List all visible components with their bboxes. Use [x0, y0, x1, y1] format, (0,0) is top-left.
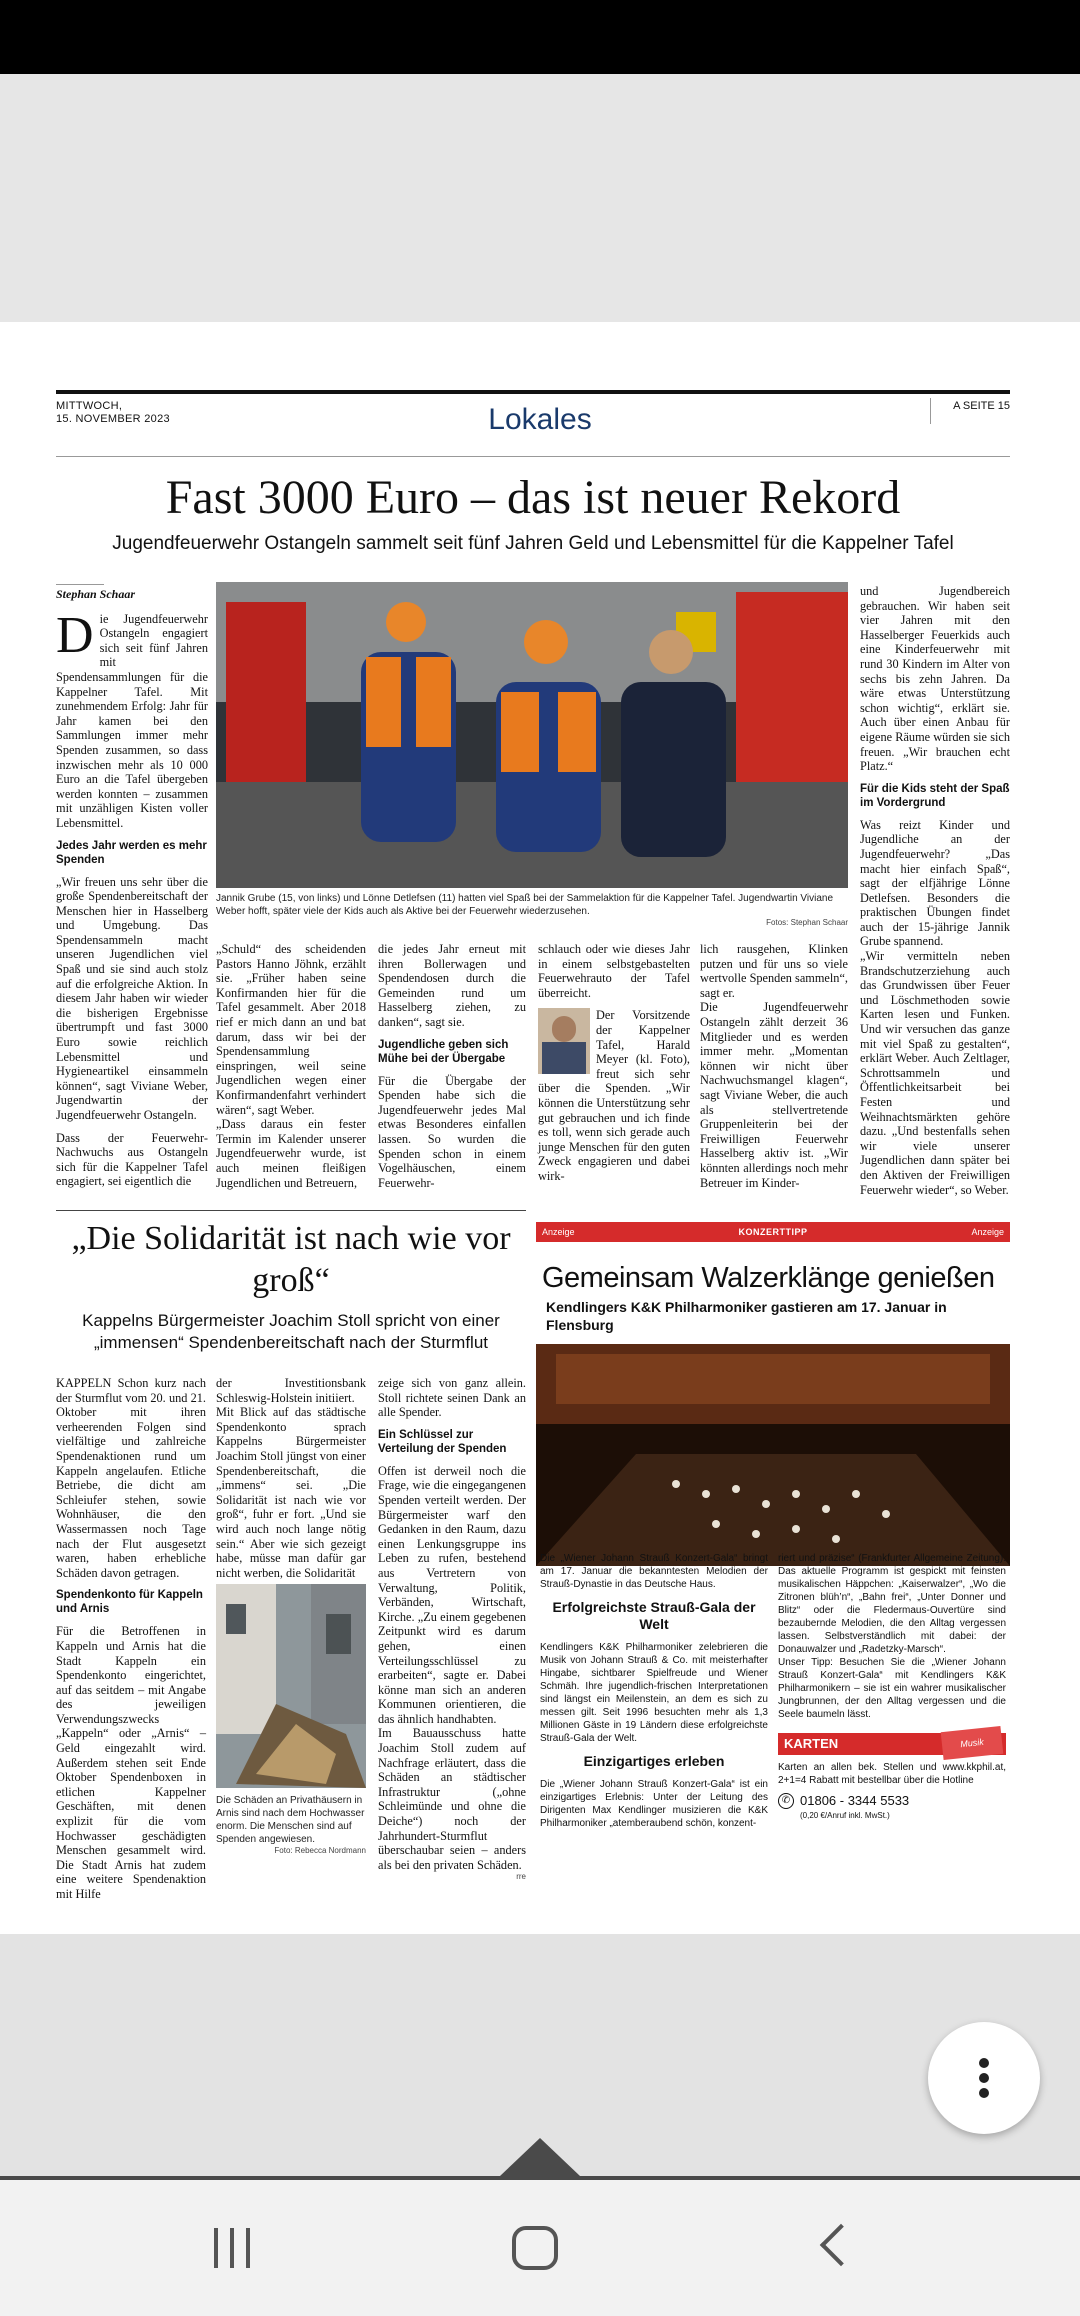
orchestra-photo	[536, 1344, 1010, 1566]
photo-credit: Foto: Rebecca Nordmann	[274, 1846, 366, 1855]
article1-headline: Fast 3000 Euro – das ist neuer Rekord	[165, 471, 901, 524]
ticket-graphic: Musik	[941, 1726, 1004, 1760]
paragraph: Für die Übergabe der Spenden habe sich die Jugendfeuerwehr jedes Mal etwas Besonderes einfallen lassen. So wurden die Spenden schon in einem Vogelhäuschen, einem Feuerwehr-	[378, 1073, 526, 1190]
dropcap: D	[56, 606, 94, 664]
header-bottom-rule	[56, 456, 1010, 457]
paragraph: Die „Wiener Johann Strauß Konzert-Gala“ bringt am 17. Januar die bekanntesten Melodien der Strauß-Dynastie in das Deutsche Haus.	[540, 1553, 768, 1590]
subheading: Ein Schlüssel zur Verteilung der Spenden	[378, 1428, 507, 1455]
viewer-background-top	[0, 74, 1080, 322]
article2-column-3	[378, 1376, 526, 1882]
article2-column-2: der Investitionsbank Schleswig-Holstein initiiert. Mit Blick auf das städtische Spendenkonto sprach Kappelns Bürgermeister Joachim Stoll jüngst von einer Spendenbereitschaft, die „immens“ sei. „Die Solidarität ist nach wie vor groß“, fuhr er fort. „Und sie wird auch noch lange nötig sein.“ Aber wie sich gezeigt habe, müsse man dafür gar nicht werben, die Solidarität	[216, 1376, 366, 1580]
status-bar	[0, 0, 1080, 74]
paragraph: Dass der Feuerwehr-Nachwuchs aus Ostangeln sich für die Kappelner Tafel engagiert, sei eigentlich die	[56, 1130, 208, 1189]
paragraph: Die „Wiener Johann Strauß Konzert-Gala“ ist ein einzigartiges Erlebnis: Unter der Leitung des Dirigenten Max Kendlinger musizieren die K&K Philharmoniker „atemberaubend schön, konzent-	[540, 1779, 768, 1829]
article1-column-2: „Schuld“ des scheidenden Pastors Hanno Jöhnk, erzählt sie. „Früher haben seine Konfirmanden hier für die Tafel gesammelt. Aber 2018 rief er mich dann an und bat darum, dass wir bei der Spendensammlung einspringen, weil seine Jugendlichen wegen einer Konfirmandenfahrt verhindert wären“, sagt Weber. „Dass daraus ein fester Termin im Kalender unserer Jugendfeuerwehr wurde, ist auch meinen fleißigen Jugendlichen und Betreuern,	[216, 942, 366, 1190]
hotline-note: (0,20 €/Anruf inkl. MwSt.)	[800, 1811, 890, 1820]
caption-text: Jannik Grube (15, von links) und Lönne Detlefsen (11) hatten viel Spaß bei der Sammelaktion für die Kappelner Tafel. Jugendwartin Viviane Weber hofft, später viele der Kids auch als Aktive bei der Feuerwehr wiederzusehen.	[216, 893, 834, 917]
tickets-info: Karten an allen bek. Stellen und www.kkphil.at, 2+1=4 Rabatt mit bestellbar über die Hotline	[778, 1762, 1006, 1786]
header-divider	[930, 398, 931, 424]
phone-icon: ✆	[778, 1793, 794, 1809]
article1-column-1	[56, 584, 208, 1197]
ad-title: Gemeinsam Walzerklänge genießen	[542, 1262, 995, 1294]
ad-category: KONZERTTIPP	[738, 1227, 808, 1237]
article1-column-3	[378, 942, 526, 1198]
caption-text: Die Schäden an Privathäusern in Arnis sind nach dem Hochwasser enorm. Die Menschen sind auf Spenden angewiesen.	[216, 1795, 365, 1845]
system-navigation-bar	[0, 2180, 1080, 2316]
concert-advertisement[interactable]	[536, 1222, 1010, 1882]
paragraph: Offen ist derweil noch die Frage, wie die eingegangenen Spenden verteilt werden. Der Bürgermeister warf den Gedanken in den Raum, dazu einen Lenkungsgruppe ins Leben zu rufen, bestehend aus Vertretern von Verwaltung, Politik, Verbänden, Wirtschaft, Kirche. „Zu einem gegebenen Zeitpunkt wird es darum gehen, einen Verteilungsschlüssel zu erarbeiten“, sagte er. Dabei könne man sich an anderen Kommunen orientieren, die das ähnlich handhabten. Im Bauausschuss hatte Joachim Stoll zudem auf Nachfrage erläutert, dass die Schäden an städtischer Infrastruktur („ohne Schleimünde und ohne die Deiche“) noch der Jahrhundert-Sturmflut überschaubar seien – anders als bei den privaten Schäden.	[378, 1463, 526, 1872]
ad-label: Anzeige	[542, 1227, 575, 1237]
author: Stephan Schaar	[56, 584, 104, 602]
ad-label: Anzeige	[971, 1227, 1004, 1237]
paragraph: Was reizt Kinder und Jugendliche an der Jugendfeuerwehr? „Das macht hier einfach Spaß“, sagt der elfjährige Lönne Detlefsen. Besonders die praktischen Übungen findet auch der 15-jährige Jannik Grube spannend. „Wir vermitteln neben Brandschutzerziehung auch das Grundwissen über Feuer und Löschmethoden sowie Karten lesen und Funken. Und wir versuchen das ganze mit viel Spaß zu gestalten“, erklärt Weber. Auch Zeltlager, Schrottsammeln und Öffentlichkeitsarbeit bei Festen und Weihnachtsmärkten gehöre dazu. „Und bestenfalls sehen wir viele unserer Jugendlichen dann später bei den Aktiven der Freiwilligen Feuerwehr wieder“, so Weber.	[860, 817, 1010, 1197]
paragraph: zeige sich von ganz allein. Stoll richtete seinen Dank an alle Spender.	[378, 1376, 526, 1420]
newspaper-page[interactable]	[0, 322, 1080, 1934]
ad-label-bar	[536, 1222, 1010, 1242]
portrait-photo	[538, 1008, 590, 1074]
paragraph: riert und präzise“ (Frankfurter Allgemeine Zeitung). Das aktuelle Programm ist gespickt mit feinsten musikalischen Häppchen: „Kaiserwalzer“, „Wo die Zitronen blüh’n“, „Bahn frei“, „Unter Donner und Blitz“ oder die Fledermaus-Ouvertüre sind bezaubernde Melodien, die den Alltag vergessen lassen. Selbstverständlich mit dabei: der Donauwalzer und „Radetzky-Marsch“. Unser Tipp: Besuchen Sie die „Wiener Johann Strauß Konzert-Gala“ mit Kendlingers K&K Philharmonikern – sie ist ein wahrer musikalischer Jungbrunnen, der den Alltag vergessen und die Seele baumeln lässt.	[778, 1553, 1006, 1720]
subheading: Für die Kids steht der Spaß im Vordergrund	[860, 782, 1010, 809]
ad-subtitle: Kendlingers K&K Philharmoniker gastieren am 17. Januar in Flensburg	[546, 1299, 947, 1333]
tickets-banner: KARTEN	[778, 1733, 1006, 1755]
header-rule	[56, 390, 1010, 394]
subheading: Einzigartiges erleben	[583, 1753, 725, 1769]
back-icon[interactable]	[820, 2224, 862, 2266]
issue-date: MITTWOCH, 15. NOVEMBER 2023	[56, 400, 170, 425]
article-separator	[56, 1210, 526, 1211]
section-title: Lokales	[488, 403, 592, 436]
subheading: Jugendliche geben sich Mühe bei der Übergabe	[378, 1038, 509, 1065]
page-reference: A SEITE 15	[953, 400, 1010, 412]
photo-caption	[216, 892, 848, 928]
firefighter-youth-photo[interactable]	[216, 582, 848, 888]
article2-column-1	[56, 1376, 206, 1910]
article1-column-6	[860, 584, 1010, 1205]
flood-photo-caption	[216, 1794, 366, 1856]
paragraph: „Wir freuen uns sehr über die große Spendenbereitschaft der Menschen hier in Hasselberg und Umgebung. Das Spendensammeln macht unseren Jugendlichen viel Spaß und sie sind auch stolz auf die erfolgreiche Aktion. In diesem Jahr haben wir wieder die bisherigen Ergebnisse übertrumpft und fast 3000 Euro sowie reichlich Lebensmittel und Hygieneartikel einsammeln können“, sagt Viviane Weber, Jugendwartin der Jugendfeuerwehr Ostangeln.	[56, 874, 208, 1122]
photo-credit: Fotos: Stephan Schaar	[766, 918, 848, 927]
recent-apps-icon[interactable]	[210, 2226, 254, 2270]
subheading: Jedes Jahr werden es mehr Spenden	[56, 839, 207, 866]
paragraph: Der Vorsitzende der Kappelner Tafel, Harald Meyer (kl. Foto), freut sich sehr über die Spenden. „Wir können die Unterstützung sehr gut gebrauchen und ich finde es toll, wenn sich gerade auch junge Menschen für den guten Zweck engagieren und dabei wirk-	[538, 1008, 690, 1183]
intro-text: ie Jugendfeuerwehr Ostangeln engagiert sich seit fünf Jahren mit Spendensammlungen für die Kappelner Tafel. Mit zunehmendem Erfolg: Jahr für Jahr kamen bei den Sammlungen immer mehr Spenden zusammen, so dass inzwischen mehr als 10 000 Euro an die Tafel übergeben werden konnten – zusammen mit unzähligen Kisten voller Lebensmittel.	[56, 611, 208, 830]
article2-subhead: Kappelns Bürgermeister Joachim Stoll spricht von einer „immensen“ Spendenbereitschaft nach der Sturmflut	[82, 1311, 500, 1352]
more-options-button[interactable]	[928, 2022, 1040, 2134]
paragraph: die jedes Jahr erneut mit ihren Bollerwagen und Spendendosen durch die Gemeinden rund um Hasselberg ziehen, zu danken“, sagt sie.	[378, 942, 526, 1029]
flood-damage-photo[interactable]	[216, 1584, 366, 1788]
hotline-number[interactable]: 01806 - 3344 5533	[800, 1793, 910, 1808]
paragraph: KAPPELN Schon kurz nach der Sturmflut vom 20. und 21. Oktober mit ihren verheerenden Folgen sind vielfältige und zahlreiche Spendenaktionen rund um Kappeln angelaufen. Etliche Betriebe, die dicht am Schleiufer stehen, sowie Wohnhäuser, die den Wassermassen noch Tage nach der Flut ausgesetzt waren, haben erhebliche Schäden davon getragen.	[56, 1376, 206, 1580]
paragraph: Kendlingers K&K Philharmoniker zelebrieren die Musik von Johann Strauß & Co. mit meisterhafter Hingabe, sichtbarer Spielfreude und Wiener Schmäh. Ihre jugendlich-frischen Interpretationen sind längst ein Meilenstein, an dem es sich zu messen gilt. Seit 1996 besuchten mehr als 1,3 Millionen Gäste in 19 Ländern diese erfolgreichste Strauß-Gala der Welt.	[540, 1642, 768, 1744]
home-icon[interactable]	[512, 2226, 558, 2270]
subheading: Erfolgreichste Strauß-Gala der Welt	[552, 1599, 756, 1632]
article1-column-4	[538, 942, 690, 1192]
subheading: Spendenkonto für Kappeln und Arnis	[56, 1589, 203, 1616]
article1-subhead: Jugendfeuerwehr Ostangeln sammelt seit fünf Jahren Geld und Lebensmittel für die Kappelner Tafel	[112, 533, 954, 554]
article1-column-5: lich rausgehen, Klinken putzen und für uns so viele wertvolle Spenden sammeln“, sagt er. Die Jugendfeuerwehr Ostangeln zählt derzeit 36 Mitglieder und es werden immer mehr. „Momentan können wir nicht über Nachwuchsmangel klagen“, sagt Viviane Weber, die auch als stellvertretende Gruppenleiterin bei der Freiwilligen Feuerwehr Hasselberg aktiv ist. „Wir könnten allerdings noch mehr Betreuer im Kinder-	[700, 942, 848, 1190]
paragraph: schlauch oder wie dieses Jahr in einem selbstgebastelten Feuerwehrauto der Tafel überreicht.	[538, 942, 690, 1000]
author-signature: rre	[516, 1872, 526, 1882]
paragraph: Für die Betroffenen in Kappeln und Arnis hat die Stadt Kappeln ein Spendenkonto eingerichtet, auf das seitdem – mit Angabe des jeweiligen Verwendungszwecks „Kappeln“ oder „Arnis“ – Geld eingezahlt wird. Außerdem stehen seit Ende Oktober Spendenboxen in etlichen Kappelner Geschäften, mit denen explizit für die vom Hochwasser geschädigten Menschen gesammelt wird. Die Stadt Arnis hat zudem eine weitere Spendenaktion mit Hilfe	[56, 1624, 206, 1901]
article2-headline: „Die Solidarität ist nach wie vor groß“	[71, 1220, 511, 1299]
paragraph: und Jugendbereich gebrauchen. Wir haben seit vier Jahren mit den Hasselberger Feuerkids auch eine Kinderfeuerwehr mit rund 30 Kindern im Alter von sechs bis zehn Jahren. Da wäre etwas Unterstützung schon wichtig“, erklärt sie. Auch über einen Anbau für eigene Räume würden sie sich freuen. „Wir brauchen echt Platz.“	[860, 584, 1010, 774]
ad-column-2	[778, 1552, 1006, 1822]
page-handle-tab[interactable]	[500, 2138, 580, 2176]
ad-column-1	[540, 1552, 768, 1830]
